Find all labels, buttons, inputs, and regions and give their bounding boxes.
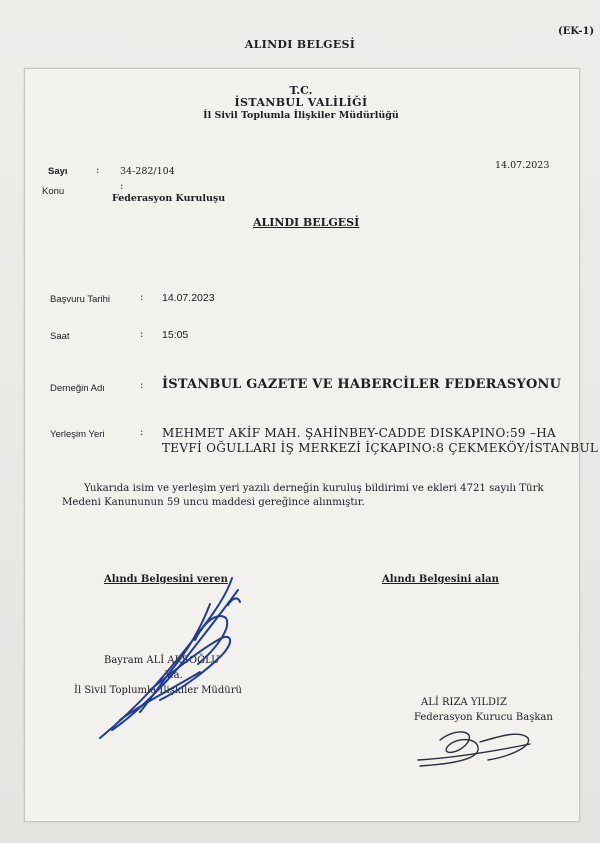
outer-title: ALINDI BELGESİ (244, 38, 356, 51)
sayi-value: 34-282/104 (120, 166, 175, 177)
yerlesim-colon: : (140, 427, 144, 438)
dernek-label: Derneğin Adı (50, 383, 105, 394)
annex-label: (EK-1) (558, 26, 595, 37)
saat-colon: : (140, 329, 144, 340)
giver-role-va: V.a. (165, 670, 183, 681)
header-tc: T.C. (289, 84, 313, 97)
giver-title: Alındı Belgesini veren (104, 574, 228, 585)
receiver-role: Federasyon Kurucu Başkan (414, 712, 553, 723)
header-valilik: İSTANBUL VALİLİĞİ (234, 96, 368, 109)
yerlesim-label: Yerleşim Yeri (50, 429, 105, 440)
federation-name: İSTANBUL GAZETE VE HABERCİLER FEDERASYONU (162, 377, 562, 392)
konu-value: Federasyon Kuruluşu (112, 193, 226, 204)
header-mudurluk: İl Sivil Toplumla İlişkiler Müdürlüğü (203, 110, 399, 121)
receipt-paragraph: Yukarıda isim ve yerleşim yeri yazılı derneğin kuruluş bildirimi ve ekleri 4721 sayılı Türk Medeni Kanununun 59 uncu maddesi gereğince alınmıştır. (62, 483, 544, 508)
receiver-name: ALİ RIZA YILDIZ (421, 697, 507, 708)
saat-value: 15:05 (162, 329, 189, 341)
konu-colon: : (120, 181, 124, 192)
basvuru-value: 14.07.2023 (162, 292, 215, 304)
address-line-1: MEHMET AKİF MAH. ŞAHİNBEY-CADDE DISKAPINO:59 –HA (162, 426, 556, 440)
saat-label: Saat (50, 331, 70, 342)
basvuru-label: Başvuru Tarihi (50, 294, 111, 305)
receiver-title: Alındı Belgesini alan (382, 574, 499, 585)
giver-name: Bayram ALİ AKSOĞLU (104, 655, 220, 666)
receipt-title: ALINDI BELGESİ (253, 216, 360, 229)
giver-role: İl Sivil Toplumla İlişkiler Müdürü (74, 685, 242, 696)
dernek-colon: : (140, 380, 144, 391)
basvuru-colon: : (140, 292, 144, 303)
sayi-colon: : (96, 165, 100, 176)
address-line-2: TEVFİ OĞULLARI İŞ MERKEZİ İÇKAPINO:8 ÇEKMEKÖY/İSTANBUL (162, 441, 599, 455)
document-date: 14.07.2023 (495, 160, 550, 171)
sayi-label: Sayı (48, 166, 68, 177)
konu-label: Konu (42, 186, 65, 197)
